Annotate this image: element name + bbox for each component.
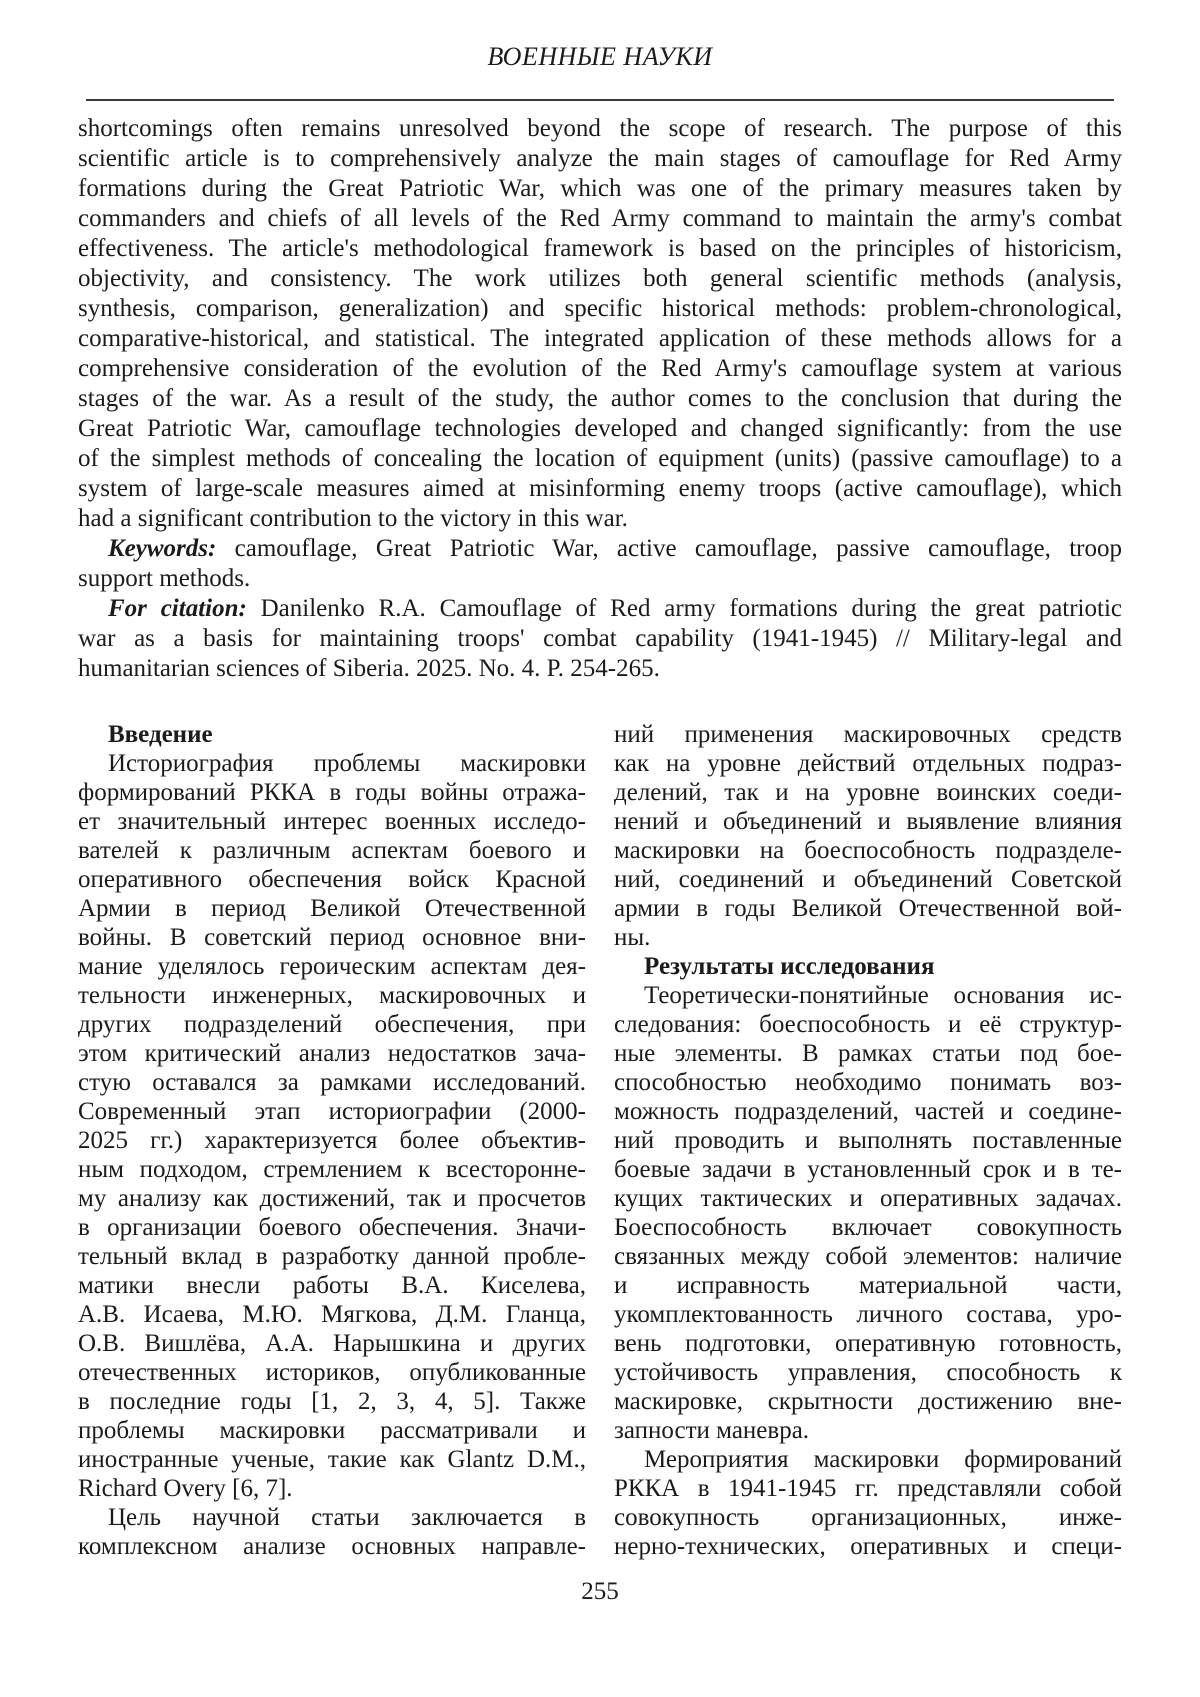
text-line: вателей к различным аспектам боевого и: [78, 837, 586, 864]
text-line: вень подготовки, оперативную готовность,: [614, 1330, 1122, 1357]
text-line: Результаты исследования: [644, 953, 935, 980]
text-line: system of large-scale measures aimed at misinforming enemy troops (active camouflage), which: [78, 475, 1122, 502]
column-right: [614, 720, 1122, 1561]
header-divider: [86, 99, 1114, 101]
text-line: армии в годы Великой Отечественной вой-: [614, 895, 1122, 922]
paragraph: [78, 534, 1122, 594]
text-line: му анализу как достижений, так и просчетов: [78, 1185, 586, 1212]
text-line: проблемы маскировки рассматривали и: [78, 1417, 586, 1444]
text-line: scientific article is to comprehensively analyze the main stages of camouflage for Red Army: [78, 145, 1122, 172]
text-line: боевые задачи в установленный срок и в те-: [614, 1156, 1122, 1183]
text-line: Richard Overy [6, 7].: [78, 1475, 293, 1502]
running-head-title: ВОЕННЫЕ НАУКИ: [487, 42, 713, 71]
text-line: had a significant contribution to the victory in this war.: [78, 505, 628, 532]
text-line: effectiveness. The article's methodological framework is based on the principles of historicism,: [78, 235, 1122, 262]
abstract-section: [78, 114, 1122, 684]
text-line: маскировке, скрытности достижению вне-: [614, 1388, 1122, 1415]
paragraph: [614, 1445, 1122, 1561]
text-line: устойчивость управления, способность к: [614, 1359, 1122, 1386]
section-heading: [78, 720, 586, 749]
page-number: 255: [581, 1578, 619, 1605]
text-line: 2025 гг.) характеризуется более объектив-: [78, 1127, 586, 1154]
text-line: of the simplest methods of concealing the location of equipment (units) (passive camouflage) to a: [78, 445, 1122, 472]
text-line: маскировки на боеспособность подразделе-: [614, 837, 1122, 864]
text-line: ний применения маскировочных средств: [614, 721, 1122, 748]
text-line: objectivity, and consistency. The work utilizes both general scientific methods (analysis,: [78, 265, 1122, 292]
text-line: Keywords: camouflage, Great Patriotic War, active camouflage, passive camouflage, troop: [108, 535, 1123, 562]
text-line: связанных между собой элементов: наличие: [614, 1243, 1122, 1270]
text-line: нений и объединений и выявление влияния: [614, 808, 1122, 835]
text-line: как на уровне действий отдельных подраз-: [614, 750, 1122, 777]
text-line: тельный вклад в разработку данной пробле-: [78, 1243, 586, 1270]
text-line: следования: боеспособность и её структур-: [614, 1011, 1122, 1038]
text-line: ные элементы. В рамках статьи под бое-: [614, 1040, 1122, 1067]
text-line: Цель научной статьи заключается в: [108, 1504, 586, 1531]
text-line: Теоретически-понятийные основания ис-: [644, 982, 1122, 1009]
text-line: запности маневра.: [614, 1417, 810, 1444]
text-line: humanitarian sciences of Siberia. 2025. No. 4. P. 254-265.: [78, 655, 660, 682]
two-column-body: [78, 720, 1122, 1561]
text-line: других подразделений обеспечения, при: [78, 1011, 586, 1038]
text-line: комплексном анализе основных направле-: [78, 1533, 586, 1560]
paragraph: [78, 1503, 586, 1561]
paragraph: [614, 981, 1122, 1445]
text-line: Историография проблемы маскировки: [108, 750, 586, 777]
text-line: commanders and chiefs of all levels of the Red Army command to maintain the army's combat: [78, 205, 1122, 232]
text-line: можность подразделений, частей и соедине-: [614, 1098, 1122, 1125]
text-line: Great Patriotic War, camouflage technologies developed and changed significantly: from the use: [78, 415, 1122, 442]
paragraph: [78, 749, 586, 1503]
text-line: РККА в 1941-1945 гг. представляли собой: [614, 1475, 1122, 1502]
text-line: synthesis, comparison, generalization) and specific historical methods: problem-chronological,: [78, 295, 1122, 322]
text-line: этом критический анализ недостатков зача-: [78, 1040, 586, 1067]
column-left: [78, 720, 586, 1561]
text-line: и исправность материальной части,: [614, 1272, 1122, 1299]
text-line: For citation: Danilenko R.A. Camouflage of Red army formations during the great patriotic: [108, 595, 1122, 622]
text-line: тельности инженерных, маскировочных и: [78, 982, 586, 1009]
section-heading: [614, 952, 1122, 981]
text-line: совокупность организационных, инже-: [614, 1504, 1122, 1531]
text-line: shortcomings often remains unresolved beyond the scope of research. The purpose of this: [78, 115, 1122, 142]
text-line: войны. В советский период основное вни-: [78, 924, 586, 951]
text-line: ний, соединений и объединений Советской: [614, 866, 1122, 893]
text-line: ний проводить и выполнять поставленные: [614, 1127, 1122, 1154]
text-line: Армии в период Великой Отечественной: [78, 895, 586, 922]
text-line: иностранные ученые, такие как Glantz D.M.,: [78, 1446, 586, 1473]
text-line: в организации боевого обеспечения. Значи-: [78, 1214, 586, 1241]
text-line: support methods.: [78, 565, 251, 592]
text-line: отечественных историков, опубликованные: [78, 1359, 586, 1386]
text-line: в последние годы [1, 2, 3, 4, 5]. Также: [78, 1388, 586, 1415]
text-line: оперативного обеспечения войск Красной: [78, 866, 586, 893]
text-line: comparative-historical, and statistical. The integrated application of these methods allows for a: [78, 325, 1122, 352]
text-line: кущих тактических и оперативных задачах.: [614, 1185, 1122, 1212]
text-line: stages of the war. As a result of the study, the author comes to the conclusion that during the: [78, 385, 1122, 412]
text-line: делений, так и на уровне воинских соеди-: [614, 779, 1122, 806]
text-line: Мероприятия маскировки формирований: [644, 1446, 1122, 1473]
paragraph: [78, 114, 1122, 534]
text-line: formations during the Great Patriotic War, which was one of the primary measures taken by: [78, 175, 1122, 202]
text-line: О.В. Вишлёва, А.А. Нарышкина и других: [78, 1330, 586, 1357]
text-line: war as a basis for maintaining troops' combat capability (1941-1945) // Military-legal and: [78, 625, 1122, 652]
paragraph: [614, 720, 1122, 952]
text-line: Боеспособность включает совокупность: [614, 1214, 1122, 1241]
text-line: стую оставался за рамками исследований.: [78, 1069, 586, 1096]
text-line: Современный этап историографии (2000-: [78, 1098, 586, 1125]
text-line: матики внесли работы В.А. Киселева,: [78, 1272, 586, 1299]
paragraph-label: For citation:: [108, 595, 261, 622]
text-line: А.В. Исаева, М.Ю. Мягкова, Д.М. Гланца,: [78, 1301, 586, 1328]
paragraph: [78, 594, 1122, 684]
text-line: мание уделялось героическим аспектам дея-: [78, 953, 586, 980]
text-line: ны.: [614, 924, 651, 951]
text-line: comprehensive consideration of the evolution of the Red Army's camouflage system at various: [78, 355, 1122, 382]
text-line: Введение: [108, 721, 213, 748]
paragraph-label: Keywords:: [108, 535, 235, 562]
text-line: нерно-технических, оперативных и специ-: [614, 1533, 1122, 1560]
text-line: ет значительный интерес военных исследо-: [78, 808, 586, 835]
text-line: ным подходом, стремлением к всесторонне-: [78, 1156, 586, 1183]
text-line: укомплектованность личного состава, уро-: [614, 1301, 1122, 1328]
text-line: формирований РККА в годы войны отража-: [78, 779, 586, 806]
text-line: способностью необходимо понимать воз-: [614, 1069, 1122, 1096]
